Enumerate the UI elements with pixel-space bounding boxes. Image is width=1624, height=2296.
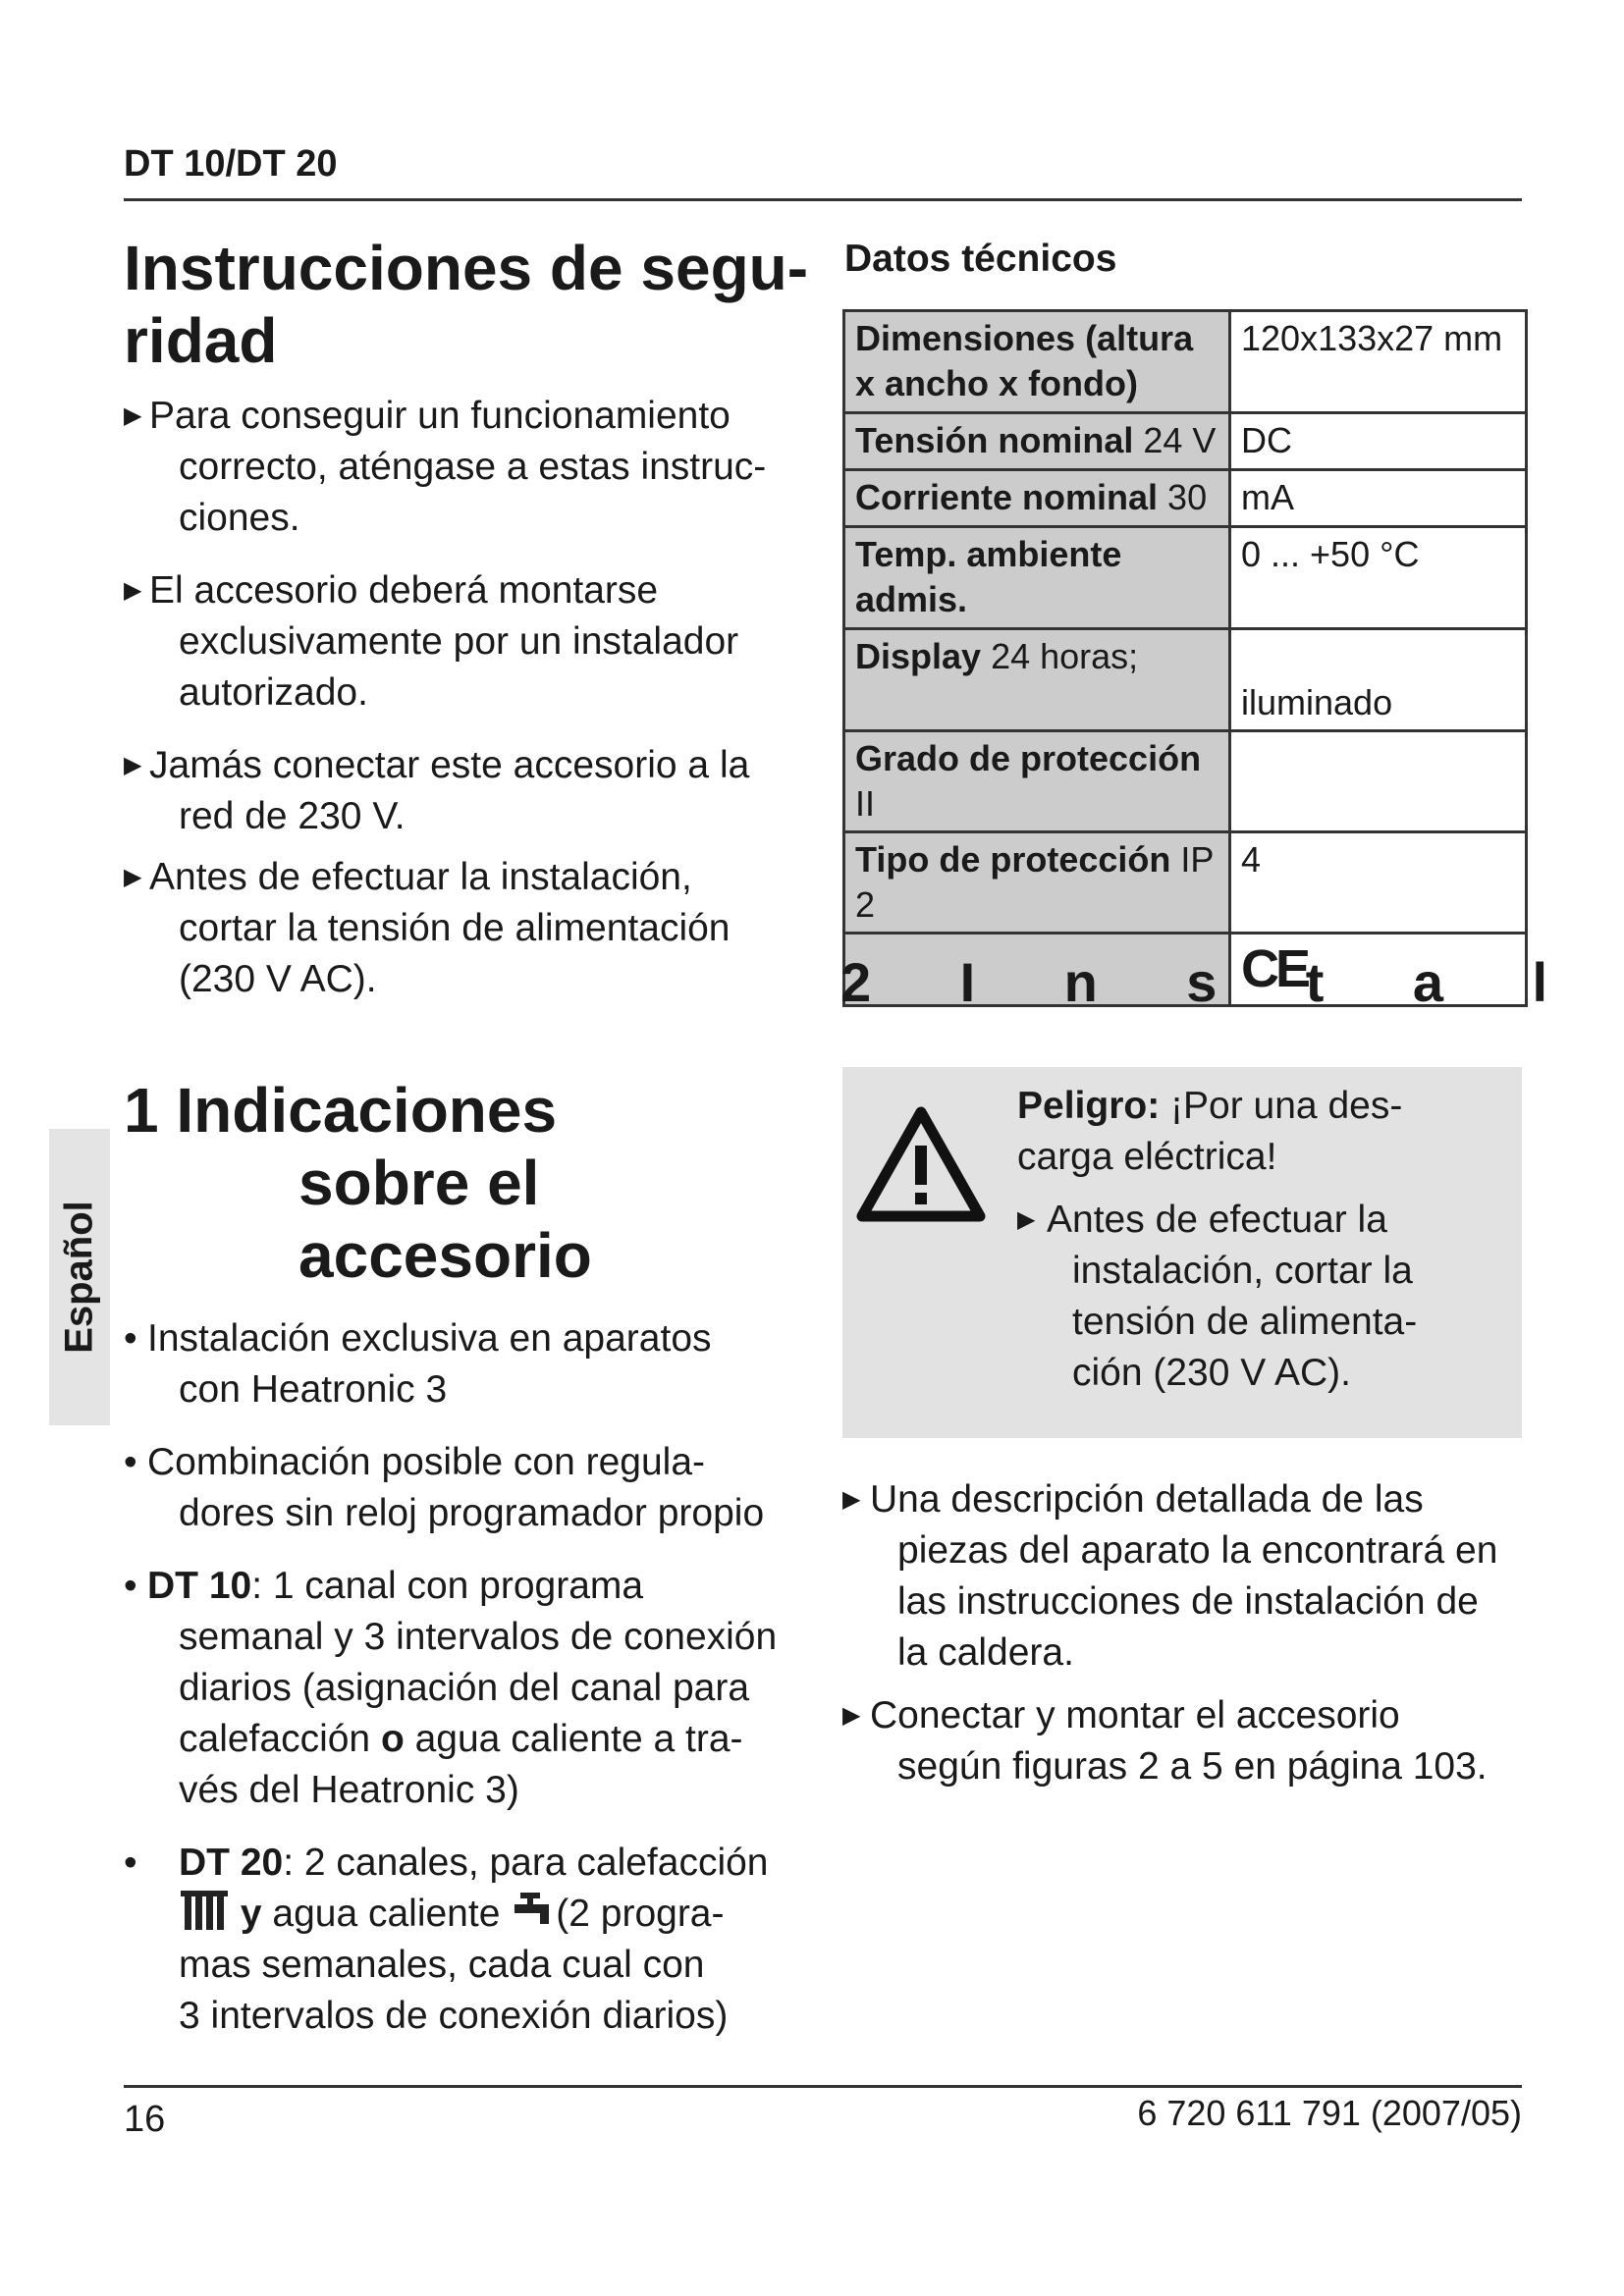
safety-item: ▶ Para conseguir un funcionamiento correcto, aténgase a estas instruc- ciones. xyxy=(124,391,811,544)
install-list xyxy=(842,1474,1530,1792)
triangle-bullet-icon: ▶ xyxy=(842,1702,861,1729)
language-tab xyxy=(49,1129,110,1425)
safety-item: ▶ Jamás conectar este accesorio a la red de 230 V. xyxy=(124,740,811,842)
document-code: 6 720 611 791 (2007/05) xyxy=(1137,2093,1522,2133)
danger-box: Peligro: ¡Por una des- carga eléctrica! ▶ Antes de efectuar la instalación, cortar la tensión de alimenta- ción (230 V AC). xyxy=(842,1067,1522,1438)
safety-item: ▶ Antes de efectuar la instalación, cortar la tensión de alimentación (230 V AC). xyxy=(124,852,811,1005)
triangle-bullet-icon: ▶ xyxy=(1017,1206,1036,1233)
language-tab-label: Español xyxy=(57,1201,101,1354)
safety-title: Instrucciones de segu- ridad xyxy=(124,233,809,376)
list-item: • Combinación posible con regula- dores sin reloj programador propio xyxy=(124,1441,765,1534)
tech-title: Datos técnicos xyxy=(844,238,1117,280)
triangle-bullet-icon: ▶ xyxy=(124,402,142,429)
list-item: • DT 20: 2 canales, para calefacción y agua caliente (2 progra- mas semanales, cada cual con 3 intervalos de conexión diarios) xyxy=(124,1842,769,2037)
tap-icon xyxy=(511,1891,556,1930)
list-item: • Instalación exclusiva en aparatos con Heatronic 3 xyxy=(124,1317,712,1411)
danger-item: ▶ Antes de efectuar la instalación, cortar la tensión de alimenta- ción (230 V AC). xyxy=(1017,1195,1508,1399)
triangle-bullet-icon: ▶ xyxy=(124,864,142,890)
footer-rule xyxy=(124,2085,1522,2088)
list-item: • DT 10: 1 canal con programa semanal y 3 intervalos de conexión diarios (asignación del canal para calefacción o agua caliente a tra- vés del Heatronic 3) xyxy=(124,1565,778,1811)
tech-table xyxy=(842,309,1528,1007)
radiator-icon xyxy=(179,1889,230,1932)
warning-triangle-icon xyxy=(856,1106,986,1222)
install-item: ▶ Una descripción detallada de las piezas del aparato la encontrará en las instrucciones de instalación de la caldera. xyxy=(842,1474,1530,1679)
table-row: Display 24 horas; iluminado xyxy=(844,629,1527,731)
running-header: DT 10/DT 20 xyxy=(124,143,338,185)
table-row: Temp. ambiente admis. 0 ... +50 °C xyxy=(844,527,1527,629)
page-number: 16 xyxy=(124,2099,166,2140)
table-row: Dimensiones (altura x ancho x fondo) 120x133x27 mm xyxy=(844,311,1527,413)
install-item: ▶ Conectar y montar el accesorio según figuras 2 a 5 en página 103. xyxy=(842,1690,1530,1792)
table-row: Tensión nominal 24 V DC xyxy=(844,413,1527,470)
ce-mark-icon: CE xyxy=(1241,938,1308,998)
section-1 xyxy=(124,1074,831,2042)
table-row: Tipo de protección IP 2 4 xyxy=(844,832,1527,934)
triangle-bullet-icon: ▶ xyxy=(842,1486,861,1513)
header-rule xyxy=(124,198,1522,201)
triangle-bullet-icon: ▶ xyxy=(124,752,142,778)
section-1-title: 1 Indicaciones sobre el accesorio xyxy=(124,1075,592,1291)
table-row: Grado de protección II xyxy=(844,731,1527,832)
safety-section xyxy=(124,232,811,1005)
section-2-title: 2 I n s t a l xyxy=(840,951,1547,1013)
triangle-bullet-icon: ▶ xyxy=(124,577,142,604)
table-row: Corriente nominal 30 mA xyxy=(844,470,1527,527)
safety-item: ▶ El accesorio deberá montarse exclusivamente por un instalador autorizado. xyxy=(124,565,811,719)
